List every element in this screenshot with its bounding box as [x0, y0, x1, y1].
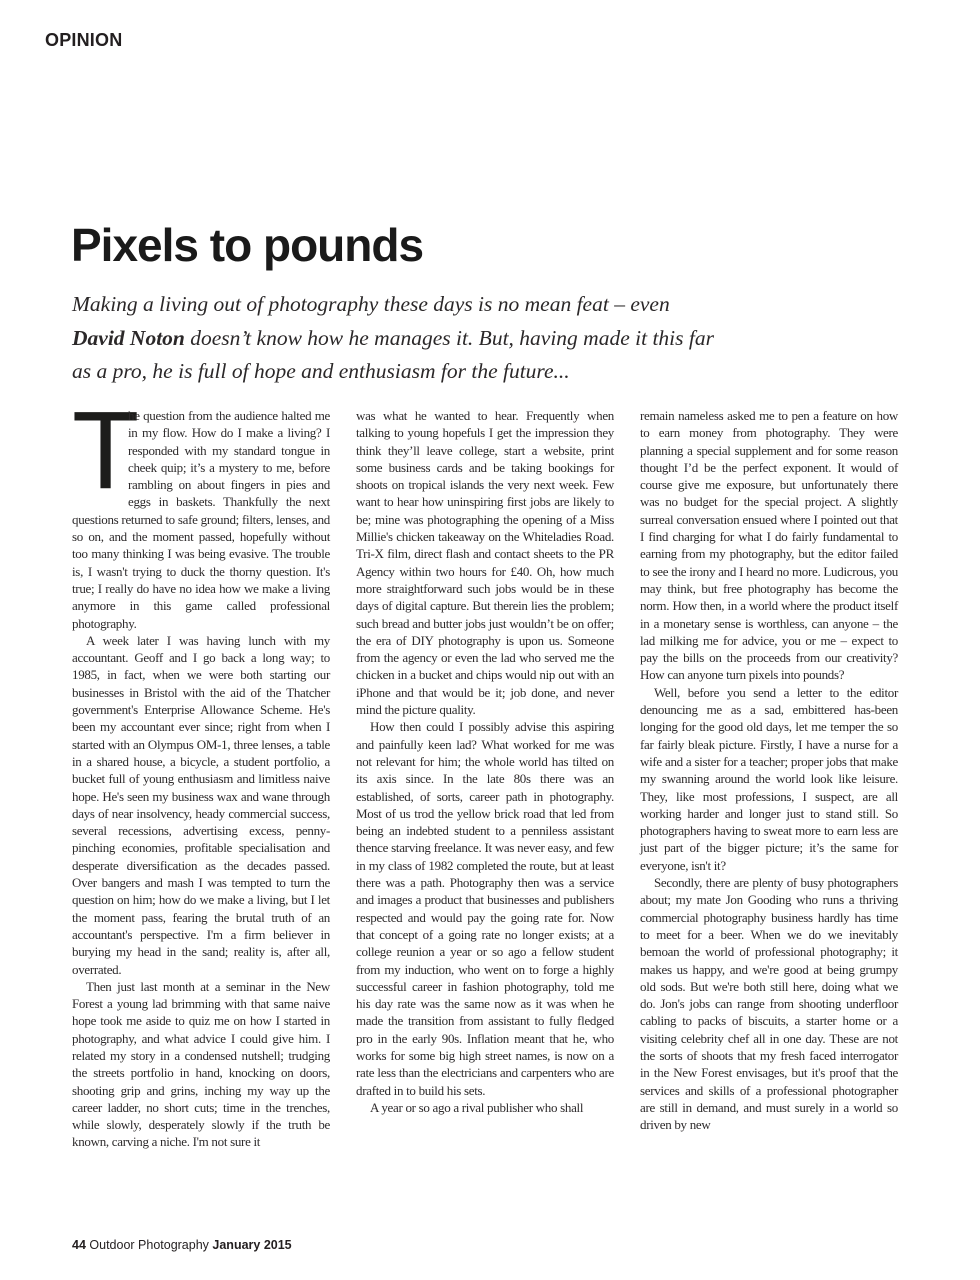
body-paragraph: Secondly, there are plenty of busy photographers about; my mate Jon Gooding who runs a thriving commercial photography business hardly has time to meet for a beer. When we do we inevitably bemoan the world of professional photography; it makes us happy, and we're good at being grumpy old sods. But we're both still here, doing what we do. Jon's jobs can range from shooting underfloor cabling to packs of biscuits, a starter home or a visiting celebrity chef all in one day. These are not the sorts of shoots that my fresh faced interrogator in the New Forest envisages, but it's proof that the services and skills of a professional photographer are still in demand, and must surely in a world so driven by new — [640, 875, 898, 1133]
standfirst-text-lead: Making a living out of photography these days is no mean feat – even — [72, 292, 670, 316]
column-2 — [356, 407, 614, 1151]
body-paragraph — [72, 389, 330, 632]
page-number: 44 — [72, 1238, 86, 1252]
standfirst — [72, 288, 722, 389]
body-paragraph: A year or so ago a rival publisher who shall — [370, 1099, 584, 1115]
body-paragraph: was what he wanted to hear. Frequently when talking to young hopefuls I get the impression they think they’ll leave college, start a website, print some business cards and be taking bookings for shoots on tropical islands the very next week. Few want to hear how uninspiring first jobs are likely to be; mine was photographing the opening of a Miss Millie's chicken takeaway on the Whiteladies Road. Tri-X film, direct flash and contact sheets to the PR Agency within two hours for £40. Oh, how much more straightforward such jobs would be in these days of digital capture. But therein lies the problem; such bread and butter jobs just wouldn’t be on offer; the era of DIY photography is upon us. Someone from the agency or even the lad who served me the chicken in a bucket and chips would nip out with an iPhone and that would be it; job done, and never mind the picture quality. — [356, 408, 614, 718]
magazine-name: Outdoor Photography — [89, 1238, 209, 1252]
body-paragraph: remain nameless asked me to pen a feature on how to earn money from photography. They were planning a special supplement and for some reason thought I’d be the perfect exponent. It would of course give me exposure, but unfortunately there was no budget for the special project. A slightly surreal conversation ensued where I pointed out that I find charging for what I do fairly fundamental to earning from my photography, but the editor failed to see the irony and I heard no more. Ludicrous, you may think, but free photography has become the norm. How then, in a world where the product itself in a monetary sense is worthless, can anyone – the lad milking me for advice, you or me – expect to pay the bills on the proceeds from our creativity? How can anyone turn pixels into pounds? — [640, 408, 898, 683]
body-paragraph: Then just last month at a seminar in the New Forest a young lad brimming with that same naive hope took me aside to quiz me on how I started in photography, and what advice I could give him. I related my story in a condensed nutshell; trudging the streets portfolio in hand, knocking on doors, shooting grip and grins, inching my way up the career ladder, no short cuts; time in the trenches, while slowly, desperately slowly if the truth be known, carving a niche. I'm not sure it — [72, 978, 330, 1150]
article-title: Pixels to pounds — [71, 219, 424, 271]
body-paragraph: How then could I possibly advise this aspiring and painfully keen lad? What worked for me was not relevant for him; the whole world has tilted on its axis since. In the late 80s there was an established, of sorts, career path in photography. Most of us trod the yellow brick road that led from being an indebted student to a penniless assistant thence starving freelance. It was never easy, and few in my class of 1982 completed the route, but at least there was a path. Photography then was a service and images a product that businesses and publishers respected and would pay the going rate for. Now that concept of a going rate no longer exists; at a college reunion a year or so ago a fellow student from my induction, who went on to forge a highly successful career in fashion photography, told me his day rate was the same now as it was when he made the transition from assistant to fully fledged pro in the early 90s. Inflation meant that he, who works for some big high street names, is now on a rate less than the electricians and carpenters who are drafted in to build his sets. — [356, 719, 614, 1098]
body-columns — [72, 389, 898, 1151]
paragraph-text: he question from the audience halted me in my flow. How do I make a living? I responded with my standard tongue in cheek quip; it’s a mystery to me, before rambling on about fingers in pies and eggs in baskets. Thankfully the next questions returned to safe ground; filters, lenses, and so on, and the moment passed, hopefully without too many thinking I was being evasive. The trouble is, I wasn't trying to duck the thorny question. It's true; I really do have no idea how we make a living anymore in this game called professional photography. — [72, 408, 330, 631]
page-footer — [72, 1238, 292, 1252]
issue-date: January 2015 — [212, 1238, 292, 1252]
body-paragraph: Well, before you send a letter to the editor denouncing me as a sad, embittered has-been longing for the good old days, let me temper the so far fairly bleak picture. Firstly, I have a nurse for a wife and a sister for a teacher; proper jobs that make my swanning around the world look like leisure. They, like most professions, I suspect, are all working harder and longer just to stand still. So photographers having to sweat more to earn less are just part of the bigger picture; it’s the same for everyone, isn't it? — [640, 684, 898, 873]
column-3 — [640, 407, 898, 1151]
section-kicker: OPINION — [45, 30, 123, 50]
column-1 — [72, 389, 330, 1151]
dropcap-letter: T — [72, 389, 140, 512]
body-paragraph: A week later I was having lunch with my accountant. Geoff and I go back a long way; to 1985, in fact, when we were both starting our businesses in Bristol with the aid of the Thatcher government's Enterprise Allowance Scheme. He's been my accountant ever since; right from when I started with an Olympus OM-1, three lenses, a table in a shared house, a bicycle, a student portfolio, a bucket full of young enthusiasm and limitless naive hope. He's seen my business wax and wane through days of near insolvency, heady commercial success, several recessions, advertising excess, penny-pinching economies, profitable specialisation and desperate diversification as the decades passed. Over bangers and mash I was tempted to turn the question on him; how do we make a living, but I let the moment pass, fearing the brutal truth of an accountant's perspective. I'm a firm believer in burying my head in the sand; reality is, after all, overrated. — [72, 632, 330, 977]
standfirst-text-tail: doesn’t know how he manages it. But, having made it this far as a pro, he is full of hope and enthusiasm for the future... — [72, 325, 714, 383]
author-name: David Noton — [72, 325, 185, 350]
